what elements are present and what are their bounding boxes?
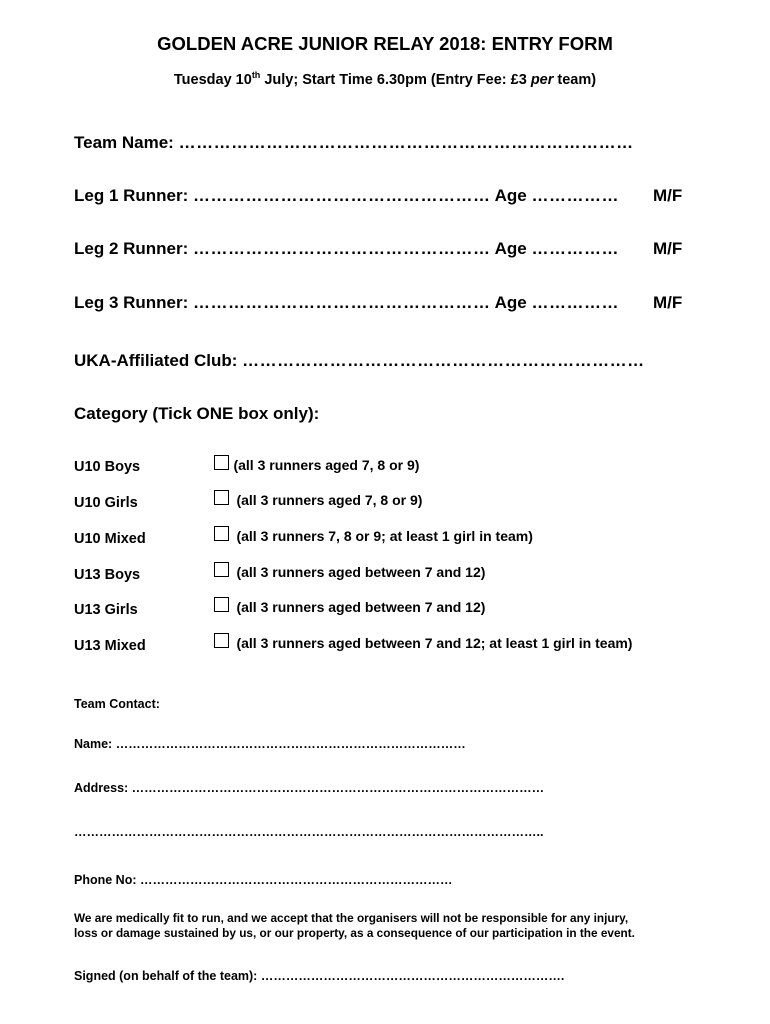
category-u13-boys-row[interactable] bbox=[214, 562, 485, 582]
subtitle-emphasis: per bbox=[530, 71, 554, 88]
contact-address-field[interactable]: ……………………………………………………………………………………… bbox=[131, 781, 545, 795]
disclaimer-line-1: We are medically fit to run, and we accept that the organisers will not be responsible for any injury, bbox=[74, 911, 629, 925]
category-u13-mixed-label: U13 Mixed bbox=[74, 638, 146, 654]
leg-1-age-label: Age bbox=[494, 186, 527, 205]
leg-1-label: Leg 1 Runner: bbox=[74, 186, 189, 205]
leg-1-sex[interactable]: M/F bbox=[653, 186, 683, 205]
leg-3-age-field[interactable]: …………… bbox=[531, 293, 619, 312]
category-u10-boys-row[interactable] bbox=[214, 455, 419, 475]
contact-name-row[interactable] bbox=[74, 737, 466, 751]
team-name-row[interactable] bbox=[74, 133, 634, 153]
form-title: GOLDEN ACRE JUNIOR RELAY 2018: ENTRY FORM bbox=[157, 33, 613, 54]
category-u10-boys-desc: (all 3 runners aged 7, 8 or 9) bbox=[233, 457, 420, 473]
contact-name-field[interactable]: ………………………………………………………………………… bbox=[115, 737, 466, 751]
leg-3-row[interactable] bbox=[74, 293, 619, 313]
category-u13-boys-desc: (all 3 runners aged between 7 and 12) bbox=[236, 564, 486, 580]
category-u13-mixed-desc: (all 3 runners aged between 7 and 12; at least 1 girl in team) bbox=[236, 635, 633, 651]
club-field[interactable]: …………………………………………………………… bbox=[242, 351, 645, 370]
category-u13-mixed-row[interactable] bbox=[214, 633, 632, 653]
category-u10-girls-label: U10 Girls bbox=[74, 495, 138, 511]
subtitle-details: July; Start Time 6.30pm (Entry Fee: £3 bbox=[260, 71, 531, 88]
leg-3-age-label: Age bbox=[494, 293, 527, 312]
subtitle-end: team) bbox=[553, 71, 597, 88]
category-u10-girls-desc: (all 3 runners aged 7, 8 or 9) bbox=[236, 492, 423, 508]
leg-3-name-field[interactable]: …………………………………………… bbox=[193, 293, 491, 312]
contact-phone-row[interactable] bbox=[74, 873, 452, 887]
checkbox-u13-girls[interactable] bbox=[214, 597, 229, 612]
leg-2-row[interactable] bbox=[74, 239, 619, 259]
team-name-field[interactable]: …………………………………………………………………… bbox=[178, 133, 634, 152]
signed-field[interactable]: ………………………………………………………………. bbox=[260, 969, 565, 983]
leg-1-row[interactable] bbox=[74, 186, 619, 206]
leg-2-age-field[interactable]: …………… bbox=[531, 239, 619, 258]
contact-address-row[interactable] bbox=[74, 781, 544, 795]
leg-2-age-label: Age bbox=[494, 239, 527, 258]
team-name-label: Team Name: bbox=[74, 133, 174, 152]
checkbox-u13-boys[interactable] bbox=[214, 562, 229, 577]
category-u10-girls-row[interactable] bbox=[214, 490, 422, 510]
signed-label: Signed (on behalf of the team): bbox=[74, 969, 258, 983]
club-row[interactable] bbox=[74, 351, 645, 371]
contact-phone-field[interactable]: ………………………………………………………………… bbox=[139, 873, 453, 887]
signed-row[interactable] bbox=[74, 969, 564, 983]
disclaimer-line-2: loss or damage sustained by us, or our property, as a consequence of our participation in the event. bbox=[74, 926, 635, 940]
subtitle-date-suffix: th bbox=[251, 70, 261, 80]
category-u13-boys-label: U13 Boys bbox=[74, 567, 141, 583]
leg-1-age-field[interactable]: …………… bbox=[531, 186, 619, 205]
category-u13-girls-desc: (all 3 runners aged between 7 and 12) bbox=[236, 599, 486, 615]
checkbox-u10-mixed[interactable] bbox=[214, 526, 229, 541]
category-u10-mixed-label: U10 Mixed bbox=[74, 531, 146, 547]
leg-2-name-field[interactable]: …………………………………………… bbox=[193, 239, 491, 258]
category-u10-boys-label: U10 Boys bbox=[74, 459, 141, 475]
contact-address-line-2[interactable]: ………………………………………………………………………………………………….. bbox=[74, 825, 544, 839]
leg-3-sex[interactable]: M/F bbox=[653, 293, 683, 312]
leg-2-sex[interactable]: M/F bbox=[653, 239, 683, 258]
category-u13-girls-label: U13 Girls bbox=[74, 602, 138, 618]
contact-phone-label: Phone No: bbox=[74, 873, 137, 887]
subtitle-date: Tuesday 10 bbox=[173, 71, 252, 88]
checkbox-u10-boys[interactable] bbox=[214, 455, 229, 470]
category-u10-mixed-row[interactable] bbox=[214, 526, 533, 546]
category-u13-girls-row[interactable] bbox=[214, 597, 485, 617]
club-label: UKA-Affiliated Club: bbox=[74, 351, 238, 370]
checkbox-u10-girls[interactable] bbox=[214, 490, 229, 505]
contact-address-label: Address: bbox=[74, 781, 129, 795]
team-contact-heading: Team Contact: bbox=[74, 697, 160, 711]
form-subtitle bbox=[0, 70, 770, 88]
contact-name-label: Name: bbox=[74, 737, 113, 751]
category-u10-mixed-desc: (all 3 runners 7, 8 or 9; at least 1 girl in team) bbox=[236, 528, 533, 544]
category-heading: Category (Tick ONE box only): bbox=[74, 404, 320, 423]
leg-1-name-field[interactable]: …………………………………………… bbox=[193, 186, 491, 205]
leg-2-label: Leg 2 Runner: bbox=[74, 239, 189, 258]
leg-3-label: Leg 3 Runner: bbox=[74, 293, 189, 312]
checkbox-u13-mixed[interactable] bbox=[214, 633, 229, 648]
